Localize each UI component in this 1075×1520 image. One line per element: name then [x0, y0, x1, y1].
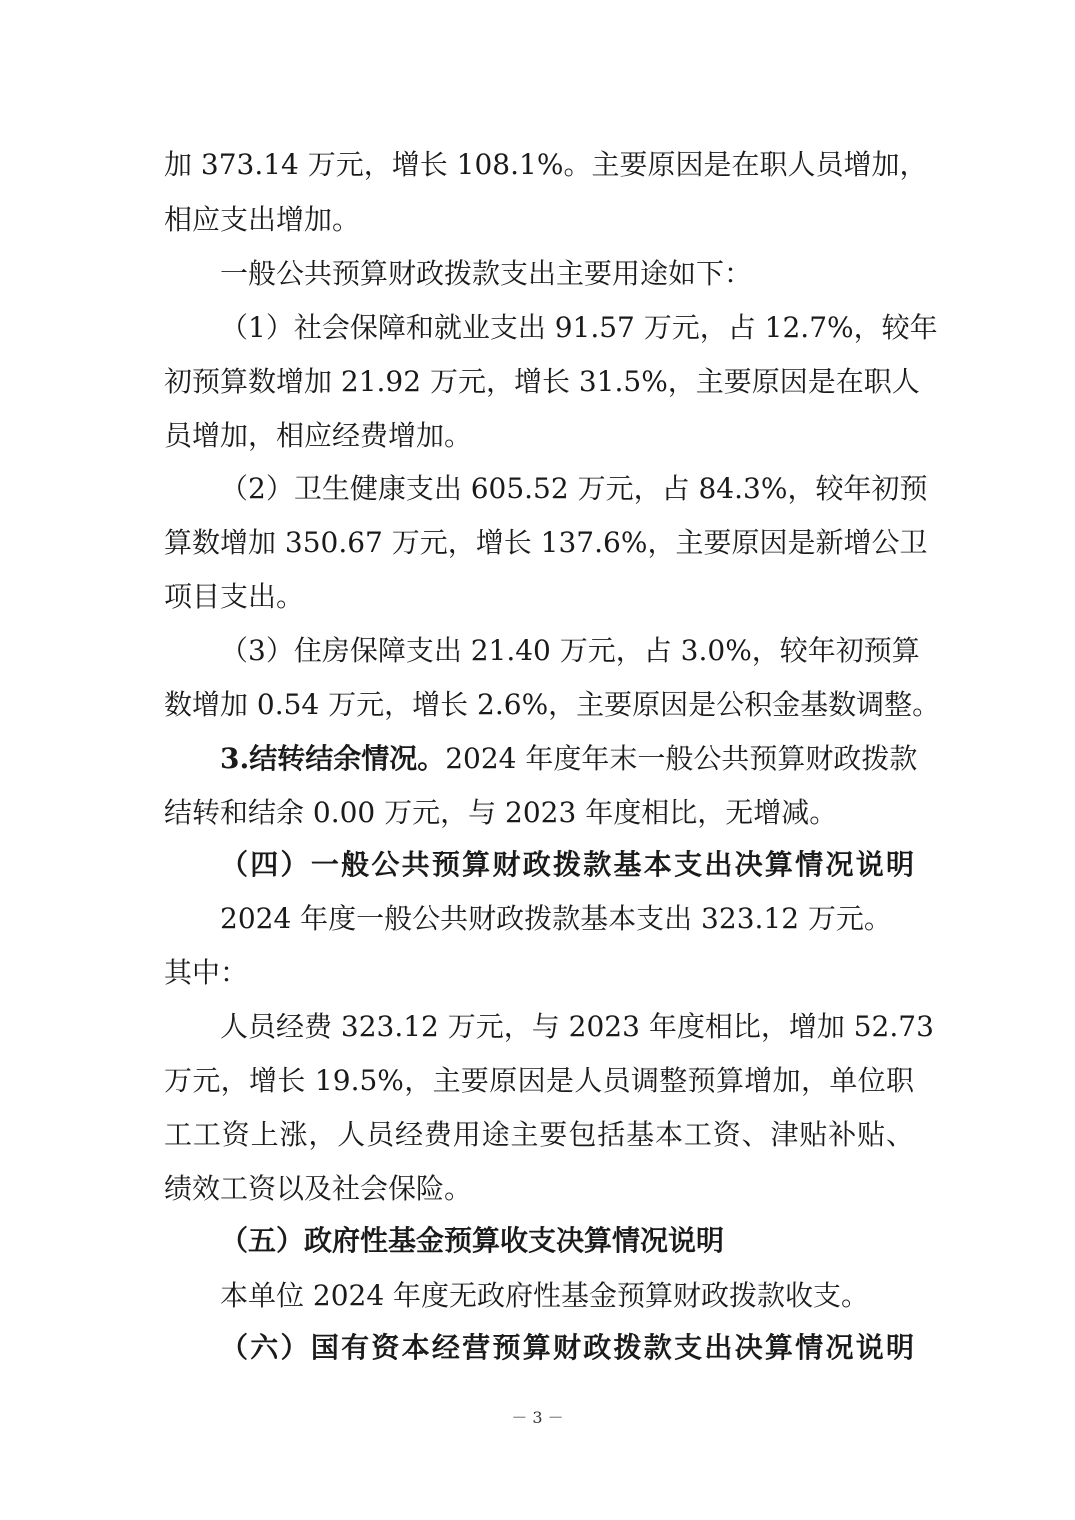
body-text-line: （3）住房保障支出 21.40 万元，占 3.0%，较年初预算	[220, 634, 920, 667]
body-text-line: 其中：	[164, 956, 249, 989]
body-text-line: 万元，增长 19.5%，主要原因是人员调整预算增加，单位职	[164, 1064, 914, 1097]
section-heading: （四）一般公共预算财政拨款基本支出决算情况说明	[220, 848, 914, 881]
section-heading: （五）政府性基金预算收支决算情况说明	[220, 1224, 725, 1257]
body-text-line: 项目支出。	[164, 580, 305, 613]
body-text: 2024 年度年末一般公共预算财政拨款	[445, 742, 918, 775]
body-text-line: 2024 年度一般公共财政拨款基本支出 323.12 万元。	[220, 902, 892, 935]
body-text-line: 相应支出增加。	[164, 203, 361, 236]
body-text-line: 员增加，相应经费增加。	[164, 419, 473, 452]
body-text-line: 数增加 0.54 万元，增长 2.6%，主要原因是公积金基数调整。	[164, 688, 941, 721]
body-text-line: （2）卫生健康支出 605.52 万元，占 84.3%，较年初预	[220, 472, 928, 505]
section-heading: （六）国有资本经营预算财政拨款支出决算情况说明	[220, 1331, 914, 1364]
body-text-line: 算数增加 350.67 万元，增长 137.6%，主要原因是新增公卫	[164, 526, 928, 559]
body-text-line	[220, 739, 918, 779]
body-text-line: 一般公共预算财政拨款支出主要用途如下：	[220, 257, 753, 290]
body-text-line: （1）社会保障和就业支出 91.57 万元，占 12.7%，较年	[220, 311, 938, 344]
body-text-line: 工工资上涨，人员经费用途主要包括基本工资、津贴补贴、	[164, 1118, 914, 1151]
page-number: － 3 －	[511, 1408, 564, 1427]
section-lead: 3.结转结余情况。	[220, 742, 446, 775]
body-text-line: 加 373.14 万元，增长 108.1%。主要原因是在职人员增加，	[164, 148, 928, 181]
body-text-line: 初预算数增加 21.92 万元，增长 31.5%，主要原因是在职人	[164, 365, 920, 398]
body-text-line: 结转和结余 0.00 万元，与 2023 年度相比，无增减。	[164, 796, 838, 829]
body-text-line: 绩效工资以及社会保险。	[164, 1172, 473, 1205]
body-text-line: 本单位 2024 年度无政府性基金预算财政拨款收支。	[220, 1279, 870, 1312]
body-text-line: 人员经费 323.12 万元，与 2023 年度相比，增加 52.73	[220, 1010, 934, 1043]
